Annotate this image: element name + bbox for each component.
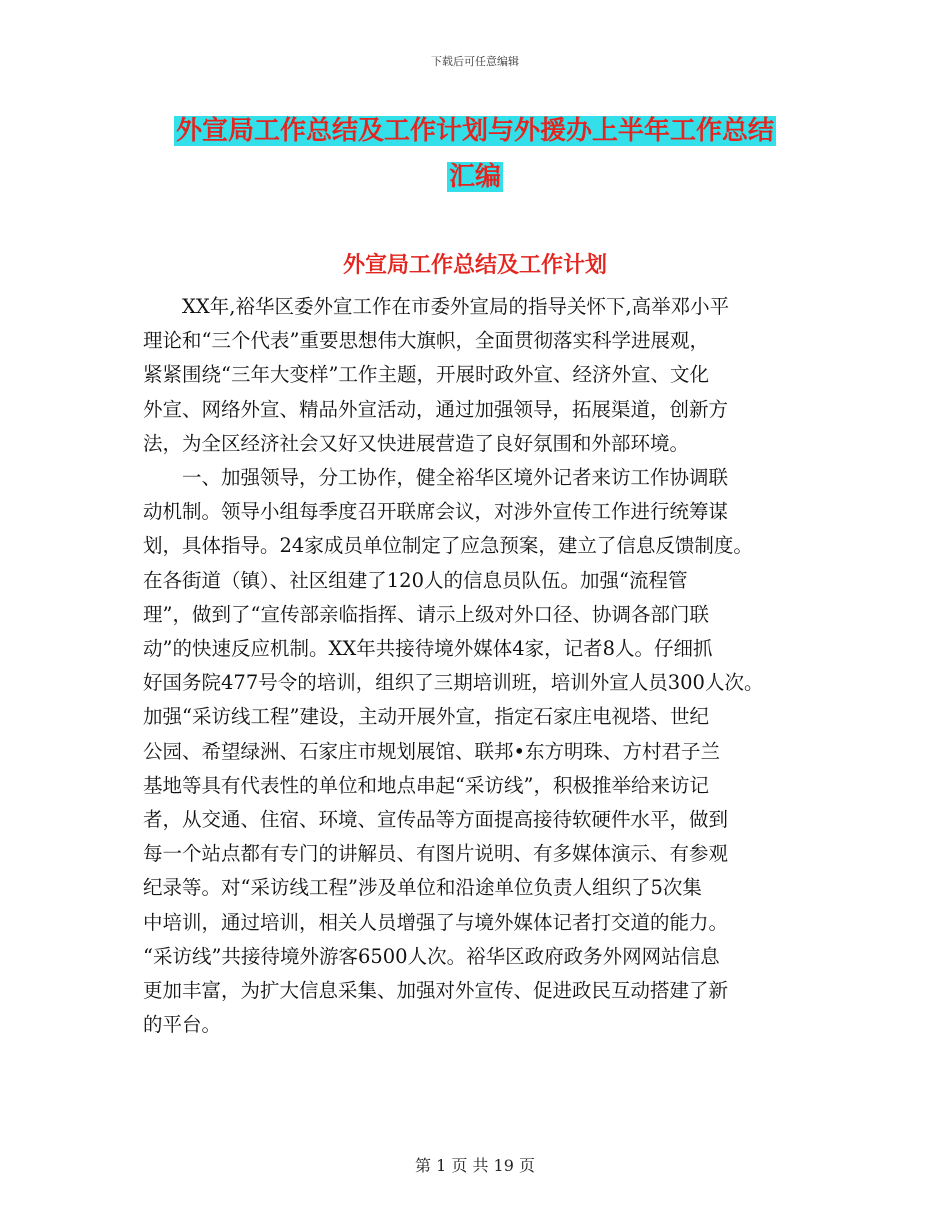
document-title-line-1: 外宣局工作总结及工作计划与外援办上半年工作总结	[175, 116, 774, 146]
text-line: 法，为全区经济社会又好又快进展营造了良好氛围和外部环境。	[143, 431, 690, 455]
text-line: 紧紧围绕“三年大变样”工作主题，开展时政外宣、经济外宣、文化	[143, 363, 709, 387]
text-line: 外宣、网络外宣、精品外宣活动，通过加强领导，拓展渠道，创新方	[143, 397, 729, 421]
text-line: 基地等具有代表性的单位和地点串起“采访线”，积极推举给来访记	[143, 773, 709, 797]
text-line: 更加丰富，为扩大信息采集、加强对外宣传、促进政民互动搭建了新	[143, 979, 729, 1003]
document-title-line-2: 汇编	[448, 162, 501, 192]
text-line: 者，从交通、住宿、环境、宣传品等方面提高接待软硬件水平，做到	[143, 808, 729, 832]
text-line: 加强“采访线工程”建设，主动开展外宣，指定石家庄电视塔、世纪	[143, 705, 709, 729]
section-title: 外宣局工作总结及工作计划	[342, 252, 607, 278]
text-line: “采访线”共接待境外游客6500人次。裕华区政府政务外网网站信息	[143, 944, 720, 968]
text-line: 动”的快速反应机制。XX年共接待境外媒体4家，记者8人。仔细抓	[143, 637, 713, 661]
text-line: 划，具体指导。24家成员单位制定了应急预案，建立了信息反馈制度。	[143, 534, 753, 558]
text-line: 好国务院477号令的培训，组织了三期培训班，培训外宣人员300人次。	[143, 671, 764, 695]
page-footer: 第 1 页 共 19 页	[415, 1156, 535, 1175]
body-text	[143, 290, 808, 1042]
text-line: 中培训，通过培训，相关人员增强了与境外媒体记者打交道的能力。	[143, 910, 729, 934]
text-line: XX年,裕华区委外宣工作在市委外宣局的指导关怀下,高举邓小平	[143, 295, 730, 318]
text-line: 理论和“三个代表”重要思想伟大旗帜，全面贯彻落实科学进展观，	[143, 329, 709, 353]
text-line: 在各街道（镇）、社区组建了120人的信息员队伍。加强“流程管	[143, 568, 688, 592]
text-line: 动机制。领导小组每季度召开联席会议，对涉外宣传工作进行统筹谋	[143, 500, 729, 524]
document-title	[0, 108, 950, 200]
text-line: 公园、希望绿洲、石家庄市规划展馆、联邦•东方明珠、方村君子兰	[143, 739, 721, 763]
text-line: 一、加强领导，分工协作，健全裕华区境外记者来访工作协调联	[143, 466, 729, 490]
header-note: 下载后可任意编辑	[431, 55, 519, 68]
text-line: 理”，做到了“宣传部亲临指挥、请示上级对外口径、协调各部门联	[143, 602, 709, 626]
text-line: 纪录等。对“采访线工程”涉及单位和沿途单位负责人组织了5次集	[143, 876, 702, 900]
text-line: 的平台。	[143, 1013, 222, 1037]
text-line: 每一个站点都有专门的讲解员、有图片说明、有多媒体演示、有参观	[143, 842, 729, 866]
